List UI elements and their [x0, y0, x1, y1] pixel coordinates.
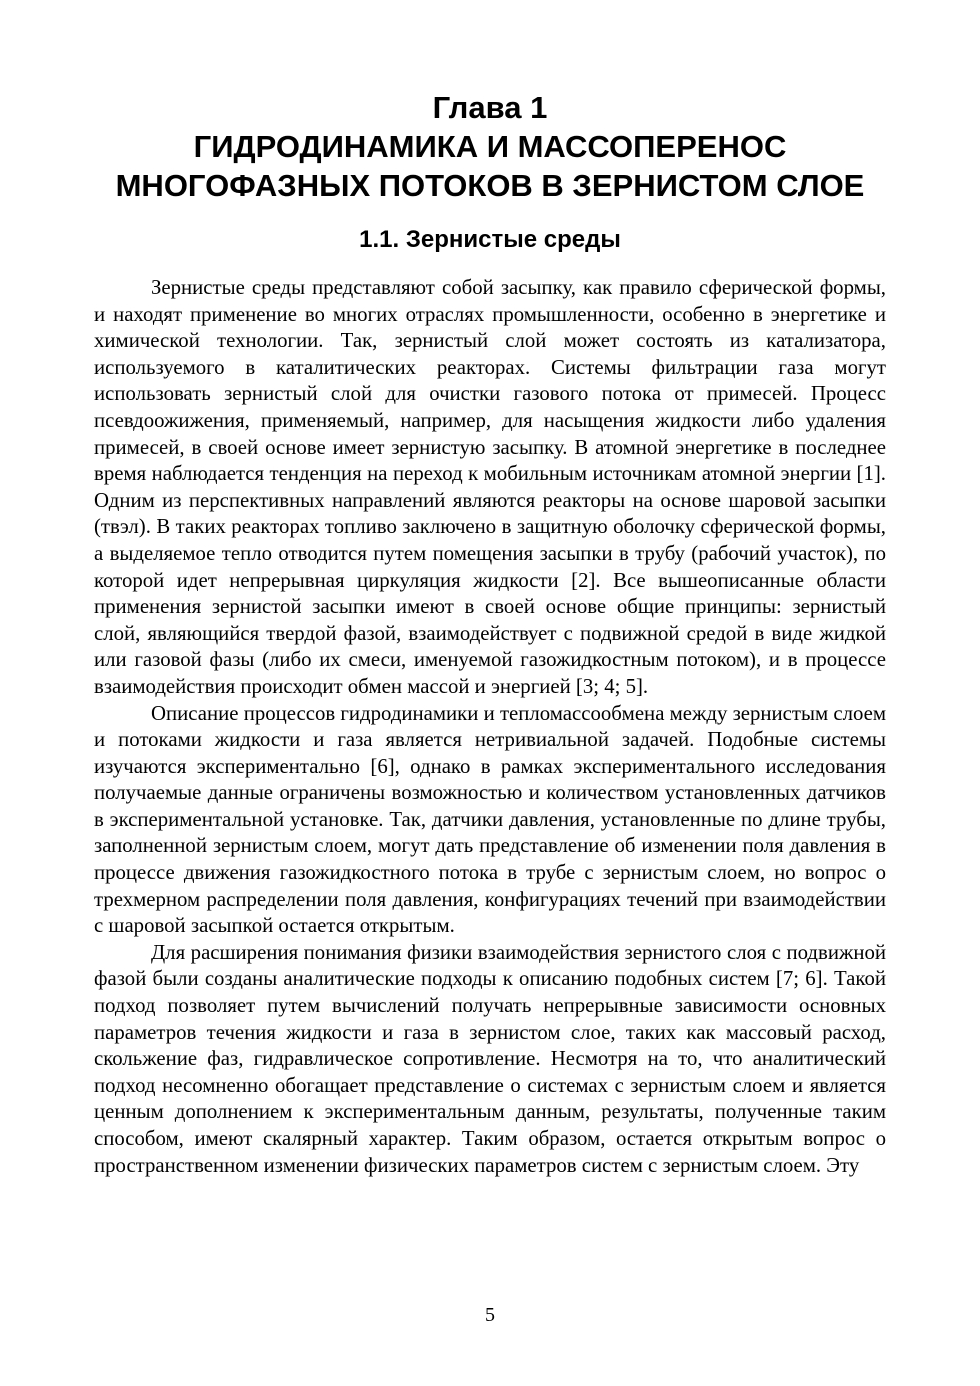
page-number: 5	[485, 1304, 495, 1326]
page-content	[94, 88, 886, 1179]
chapter-title-line-2: МНОГОФАЗНЫХ ПОТОКОВ В ЗЕРНИСТОМ СЛОЕ	[115, 168, 865, 203]
section-title: 1.1. Зернистые среды	[359, 226, 621, 253]
paragraph-2: Описание процессов гидродинамики и тепломассообмена между зернистым слоем и потоками жидкости и газа является нетривиальной задачей. Подобные системы изучаются экспериментально [6], однако в рамках экспериментального исследования получаемые данные ограничены возможностью и количеством установленных датчиков в экспериментальной установке. Так, датчики давления, установленные по длине трубы, заполненной зернистым слоем, могут дать представление об изменении поля давления в процессе движения газожидкостного потока в трубе с зернистым слоем, но вопрос о трехмерном распределении поля давления, конфигурациях течений при взаимодействии с шаровой засыпкой остается открытым.	[94, 701, 886, 938]
body-text	[94, 275, 886, 1179]
paragraph-3: Для расширения понимания физики взаимодействия зернистого слоя с подвижной фазой были созданы аналитические подходы к описанию подобных систем [7; 6]. Такой подход позволяет путем вычислений получать непрерывные зависимости основных параметров течения жидкости и газа в зернистом слое, таких как массовый расход, скольжение фаз, гидравлическое сопротивление. Несмотря на то, что аналитический подход несомненно обогащает представление о системах с зернистым слоем и является ценным дополнением к экспериментальным данным, результаты, полученные таким способом, имеют скалярный характер. Таким образом, остается открытым вопрос о пространственном изменении физических параметров систем с зернистым слоем. Эту	[94, 940, 886, 1177]
chapter-heading	[94, 88, 886, 205]
chapter-title-line-1: ГИДРОДИНАМИКА И МАССОПЕРЕНОС	[193, 129, 787, 164]
paragraph-1: Зернистые среды представляют собой засыпку, как правило сферической формы, и находят применение во многих отраслях промышленности, особенно в энергетике и химической технологии. Так, зернистый слой может состоять из катализатора, используемого в каталитических реакторах. Системы фильтрации газа могут использовать зернистый слой для очистки газового потока от примесей. Процесс псевдоожижения, применяемый, например, для насыщения жидкости либо удаления примесей, в своей основе имеет зернистую засыпку. В атомной энергетике в последнее время наблюдается тенденция на переход к мобильным источникам атомной энергии [1]. Одним из перспективных направлений являются реакторы на основе шаровой засыпки (твэл). В таких реакторах топливо заключено в защитную оболочку сферической формы, а выделяемое тепло отводится путем помещения засыпки в трубу (рабочий участок), по которой идет непрерывная циркуляция жидкости [2]. Все вышеописанные области применения зернистой засыпки имеют в своей основе общие принципы: зернистый слой, являющийся твердой фазой, взаимодействует с подвижной средой в виде жидкой или газовой фазы (либо их смеси, именуемой газожидкостным потоком), и в процессе взаимодействия происходит обмен массой и энергией [3; 4; 5].	[94, 276, 886, 698]
chapter-label: Глава 1	[432, 90, 548, 125]
